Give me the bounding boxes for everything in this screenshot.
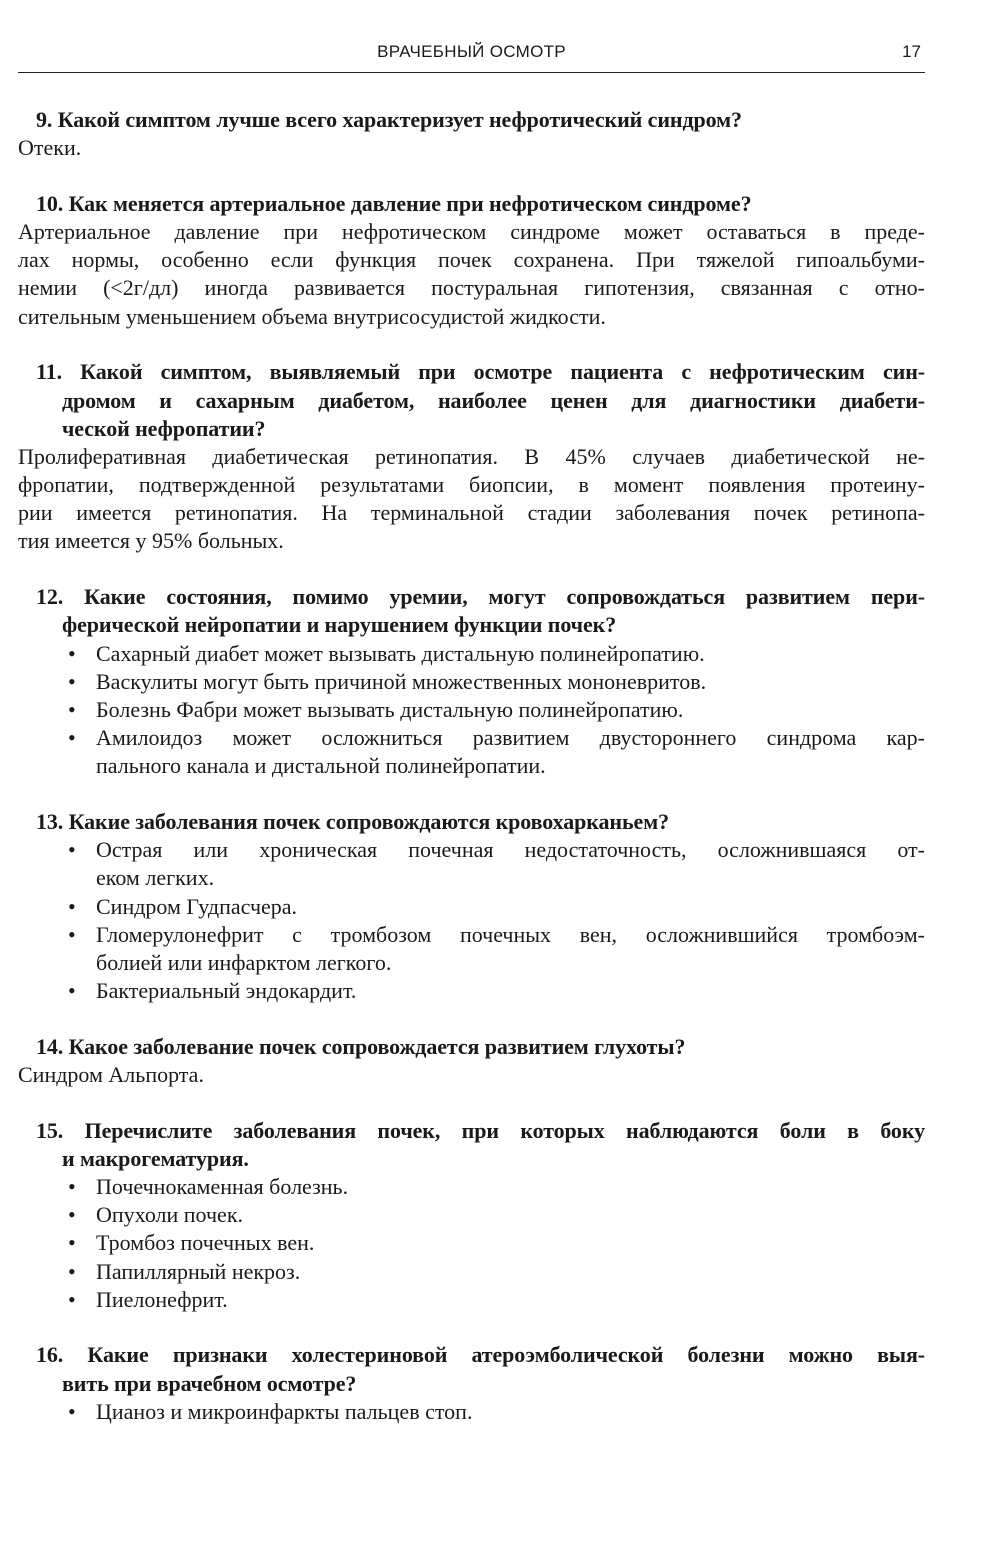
- question-line: 15. Перечислите заболевания почек, при которых наблюдаются боли в боку: [36, 1117, 925, 1143]
- question-heading: [18, 808, 925, 836]
- bullet-item: [18, 668, 925, 696]
- question-line: вить при врачебном осмотре?: [62, 1370, 357, 1396]
- question-line: 9. Какой симптом лучше всего характеризует нефротический синдром?: [36, 107, 742, 132]
- qa-section: [18, 190, 925, 331]
- answer-line: • Цианоз и микроинфаркты пальцев стоп.: [18, 1398, 925, 1426]
- running-title: ВРАЧЕБНЫЙ ОСМОТР: [377, 42, 566, 61]
- answer-paragraph: [18, 218, 925, 331]
- question-heading: [18, 358, 925, 443]
- answer-line: Синдром Альпорта.: [18, 1061, 204, 1087]
- bullet-item: [18, 1173, 925, 1201]
- answer-paragraph: [18, 443, 925, 556]
- question-line: 11. Какой симптом, выявляемый при осмотре пациента с нефротическим син-: [36, 359, 925, 385]
- qa-section: [18, 1117, 925, 1314]
- bullet-item: [18, 1229, 925, 1257]
- qa-section: [18, 1033, 925, 1089]
- bullet-item: [18, 1398, 925, 1426]
- bullet-item: [18, 836, 925, 892]
- question-line: ческой нефропатии?: [62, 415, 266, 441]
- answer-line: • Васкулиты могут быть причиной множественных мононевритов.: [18, 668, 925, 696]
- qa-section: [18, 1341, 925, 1426]
- question-line: 13. Какие заболевания почек сопровождаются кровохарканьем?: [36, 808, 669, 834]
- bullet-item: [18, 1201, 925, 1229]
- answer-line: Отеки.: [18, 135, 82, 161]
- answer-line: • Острая или хроническая почечная недостаточность, осложнившаяся от-: [18, 836, 925, 864]
- answer-line: • Опухоли почек.: [18, 1201, 925, 1229]
- question-line: 12. Какие состояния, помимо уремии, могут сопровождаться развитием пери-: [36, 584, 925, 610]
- answer-line: • Пиелонефрит.: [18, 1286, 925, 1314]
- question-line: ферической нейропатии и нарушением функции почек?: [62, 612, 617, 638]
- answer-line: Артериальное давление при нефротическом синдроме может оставаться в преде-: [18, 219, 925, 245]
- answer-line: болией или инфарктом легкого.: [96, 949, 392, 975]
- answer-line: сительным уменьшением объема внутрисосудистой жидкости.: [18, 303, 606, 329]
- running-header: [18, 38, 925, 73]
- answer-line: • Гломерулонефрит с тромбозом почечных вен, осложнившийся тромбоэм-: [18, 921, 925, 949]
- question-line: 14. Какое заболевание почек сопровождается развитием глухоты?: [36, 1033, 686, 1059]
- question-line: дромом и сахарным диабетом, наиболее ценен для диагностики диабети-: [62, 387, 925, 413]
- answer-line: еком легких.: [96, 865, 215, 891]
- qa-section: [18, 358, 925, 555]
- answer-line: • Болезнь Фабри может вызывать дистальную полинейропатию.: [18, 696, 925, 724]
- page-number: 17: [902, 42, 921, 61]
- answer-line: пального канала и дистальной полинейропатии.: [96, 753, 546, 779]
- question-line: 16. Какие признаки холестериновой атероэмболической болезни можно выя-: [36, 1342, 925, 1368]
- bullet-item: [18, 977, 925, 1005]
- answer-line: • Амилоидоз может осложниться развитием двустороннего синдрома кар-: [18, 724, 925, 752]
- qa-section: [18, 808, 925, 1005]
- bullet-item: [18, 696, 925, 724]
- answer-line: фропатии, подтвержденной результатами биопсии, в момент появления протеину-: [18, 472, 925, 498]
- question-line: и макрогематурия.: [62, 1145, 249, 1171]
- bullet-item: [18, 1258, 925, 1286]
- question-heading: [18, 190, 925, 218]
- answer-line: • Сахарный диабет может вызывать дистальную полинейропатию.: [18, 640, 925, 668]
- question-heading: [18, 106, 925, 134]
- answer-line: • Папиллярный некроз.: [18, 1258, 925, 1286]
- answer-paragraph: [18, 1061, 925, 1089]
- page-content: [18, 106, 925, 1454]
- answer-line: • Синдром Гудпасчера.: [18, 893, 925, 921]
- qa-section: [18, 583, 925, 780]
- bullet-item: [18, 1286, 925, 1314]
- bullet-item: [18, 921, 925, 977]
- answer-line: лах нормы, особенно если функция почек сохранена. При тяжелой гипоальбуми-: [18, 247, 925, 273]
- answer-line: тия имеется у 95% больных.: [18, 528, 284, 554]
- question-heading: [18, 583, 925, 639]
- answer-line: • Почечнокаменная болезнь.: [18, 1173, 925, 1201]
- answer-line: Пролиферативная диабетическая ретинопатия. В 45% случаев диабетической не-: [18, 443, 925, 469]
- answer-line: • Бактериальный эндокардит.: [18, 977, 925, 1005]
- answer-paragraph: [18, 134, 925, 162]
- answer-line: немии (<2г/дл) иногда развивается постуральная гипотензия, связанная с отно-: [18, 275, 925, 301]
- question-line: 10. Как меняется артериальное давление при нефротическом синдроме?: [36, 190, 752, 216]
- bullet-item: [18, 893, 925, 921]
- qa-section: [18, 106, 925, 162]
- bullet-item: [18, 640, 925, 668]
- question-heading: [18, 1117, 925, 1173]
- question-heading: [18, 1033, 925, 1061]
- bullet-item: [18, 724, 925, 780]
- question-heading: [18, 1341, 925, 1397]
- answer-line: • Тромбоз почечных вен.: [18, 1229, 925, 1257]
- answer-line: рии имеется ретинопатия. На терминальной стадии заболевания почек ретинопа-: [18, 500, 925, 526]
